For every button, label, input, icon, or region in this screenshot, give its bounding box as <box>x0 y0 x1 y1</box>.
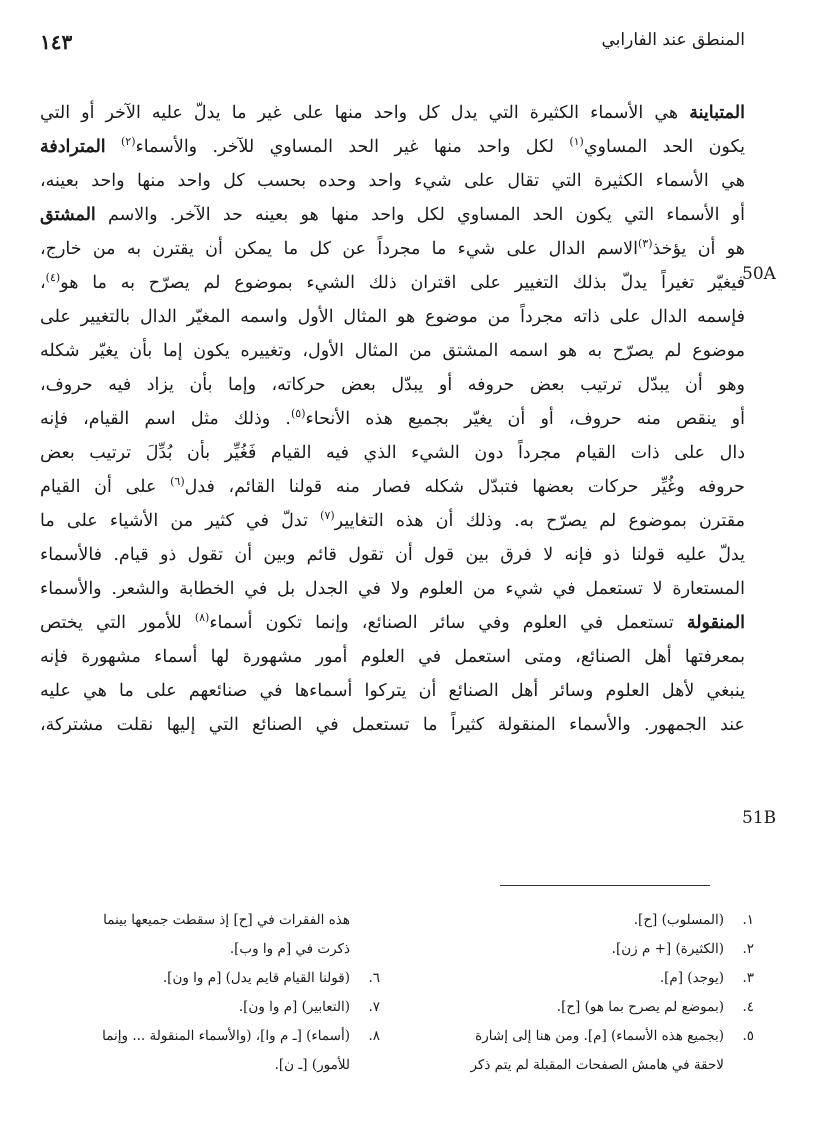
text-line: دال على ذات القيام مجرداً دون الشيء الذي فيه القيام فَغُيِّر بأن بُدِّلَ ترتيب بعض <box>40 443 745 463</box>
text-line: المتباينة هي الأسماء الكثيرة التي يدل كل واحد منها على غير ما يدلّ عليه الآخر أو التي <box>40 103 745 123</box>
margin-marker-51b: 51B <box>742 808 777 828</box>
footnote-text: (قولنا القيام قايم يدل) [م وا ون]. <box>162 970 350 986</box>
page-number: ١٤٣ <box>40 30 73 54</box>
margin-marker-50a: 50A <box>742 264 776 284</box>
text-line: موضوع لم يصرّح به هو اسمه المشتق من المثال الأول، وتغييره يكون إما بأن يغيّر شكله <box>40 341 745 361</box>
footnote-indent <box>350 906 380 935</box>
footnote-number: ٢. <box>742 941 754 957</box>
footnotes-right-column <box>409 906 754 1080</box>
footnote-separator <box>500 885 710 886</box>
footnote <box>40 935 380 964</box>
footnote-text: للأمور) [ـ ن]. <box>274 1057 350 1073</box>
text-line: عند الجمهور. والأسماء المنقولة كثيراً ما تستعمل في الصنائع التي إليها نقلت مشتركة، <box>40 715 745 735</box>
footnote-text: (أسماء) [ـ م وا]، (والأسماء المنقولة ... وإنما <box>102 1028 350 1044</box>
text-line: هو أن يؤخذ$^{(٣)}$الاسم الدال على شيء ما مجرداً عن كل ما يمكن أن يقترن به من خارج، <box>40 237 745 259</box>
footnote-indent <box>350 1051 380 1080</box>
footnote-indent <box>724 1051 754 1080</box>
text-line: ينبغي لأهل العلوم وسائر أهل الصنائع أن يتركوا أسماءها في صنائعهم على ما هي عليه <box>40 681 745 701</box>
footnote <box>409 935 754 964</box>
text-line: يدلّ عليه قولنا ذو فإنه لا فرق بين قول أن تقول قائم وبين أن تقول ذو قيام. فالأسماء <box>40 545 745 565</box>
text-line: فيغيّر تغيراً يدلّ بذلك التغيير على اقتران ذلك الشيء بموضوع لم يصرّح به ما هو$^{(٤)}$، <box>40 271 745 293</box>
footnote-number: ١. <box>742 912 754 928</box>
text-line: أو الأسماء التي يكون الحد المساوي لكل واحد منها هو بعينه حد الآخر. والاسم المشتق <box>40 205 745 225</box>
footnote-text: هذه الفقرات في [ح] إذ سقطت جميعها بينما <box>103 912 350 928</box>
footnote-text: (يوجد) [م]. <box>659 970 724 986</box>
footnote <box>409 1051 754 1080</box>
footnote-text: ذكرت في [م وا وب]. <box>229 941 350 957</box>
footnote-text: (بجميع هذه الأسماء) [م]. ومن هنا إلى إشارة <box>475 1028 724 1044</box>
text-line: المستعارة لا تستعمل في شيء من العلوم ولا في الجدل بل في الخطابة والشعر. والأسماء <box>40 579 745 599</box>
footnote-indent <box>350 935 380 964</box>
footnote <box>40 964 380 993</box>
text-line: هي الأسماء الكثيرة التي تقال على شيء واحد وحده بحسب كل واحد منها واحد بعينه، <box>40 171 745 191</box>
footnote-number: ٣. <box>742 970 754 986</box>
footnote-number: ٥. <box>742 1028 754 1044</box>
text-line: حروفه وغُيِّر حركات بعضها فتبدّل شكله فصار منه قولنا القائم، فدل$^{(٦)}$ على أن القيام <box>40 475 745 497</box>
footnote <box>409 1022 754 1051</box>
main-text <box>40 96 745 742</box>
footnote <box>409 993 754 1022</box>
text-line: مقترن بموضوع لم يصرّح به. وذلك أن هذه التغايير$^{(٧)}$ تدلّ في كثير من الأشياء على ما <box>40 509 745 531</box>
footnote <box>40 1051 380 1080</box>
footnote <box>40 1022 380 1051</box>
footnote-number: ٤. <box>742 999 754 1015</box>
text-line: أو ينقص منه حروف، أو أن يغيّر بجميع هذه الأنحاء$^{(٥)}$. وذلك مثل اسم القيام، فإنه <box>40 407 745 429</box>
footnote <box>40 906 380 935</box>
footnote-number: ٨. <box>368 1028 380 1044</box>
footnotes-left-column <box>40 906 380 1080</box>
footnote <box>409 906 754 935</box>
running-title: المنطق عند الفارابي <box>601 30 745 50</box>
footnote-text: لاحقة في هامش الصفحات المقبلة لم يتم ذكر <box>470 1057 724 1073</box>
footnote-text: (التعابير) [م وا ون]. <box>238 999 350 1015</box>
footnote-number: ٧. <box>368 999 380 1015</box>
text-line: المنقولة تستعمل في العلوم وفي سائر الصنائع، وإنما تكون أسماء$^{(٨)}$ للأمور التي يختص <box>40 611 745 633</box>
footnote-text: (بموضع لم يصرح بما هو) [ح]. <box>556 999 724 1015</box>
footnote <box>409 964 754 993</box>
footnote-number: ٦. <box>368 970 380 986</box>
text-line: وهو أن يبدّل ترتيب بعض حروفه أو يبدّل بعض حركاته، وإما بأن يزاد فيه حروف، <box>40 375 745 395</box>
footnote <box>40 993 380 1022</box>
footnote-text: (المسلوب) [ح]. <box>633 912 724 928</box>
text-line: بمعرفتها أهل الصنائع، ومتى استعمل في العلوم أمور مشهورة لها أسماء مشهورة فإنه <box>40 647 745 667</box>
text-line: فإسمه الدال على ذاته مجرداً من موضوع هو المثال الأول واسمه المغيّر الدال بالتغيير على <box>40 307 745 327</box>
page-header <box>40 30 745 64</box>
footnote-text: (الكثيرة) [+ م زن]. <box>611 941 724 957</box>
text-line: يكون الحد المساوي$^{(١)}$ لكل واحد منها غير الحد المساوي للآخر. والأسماء$^{(٢)}$ المترادفة <box>40 135 745 157</box>
